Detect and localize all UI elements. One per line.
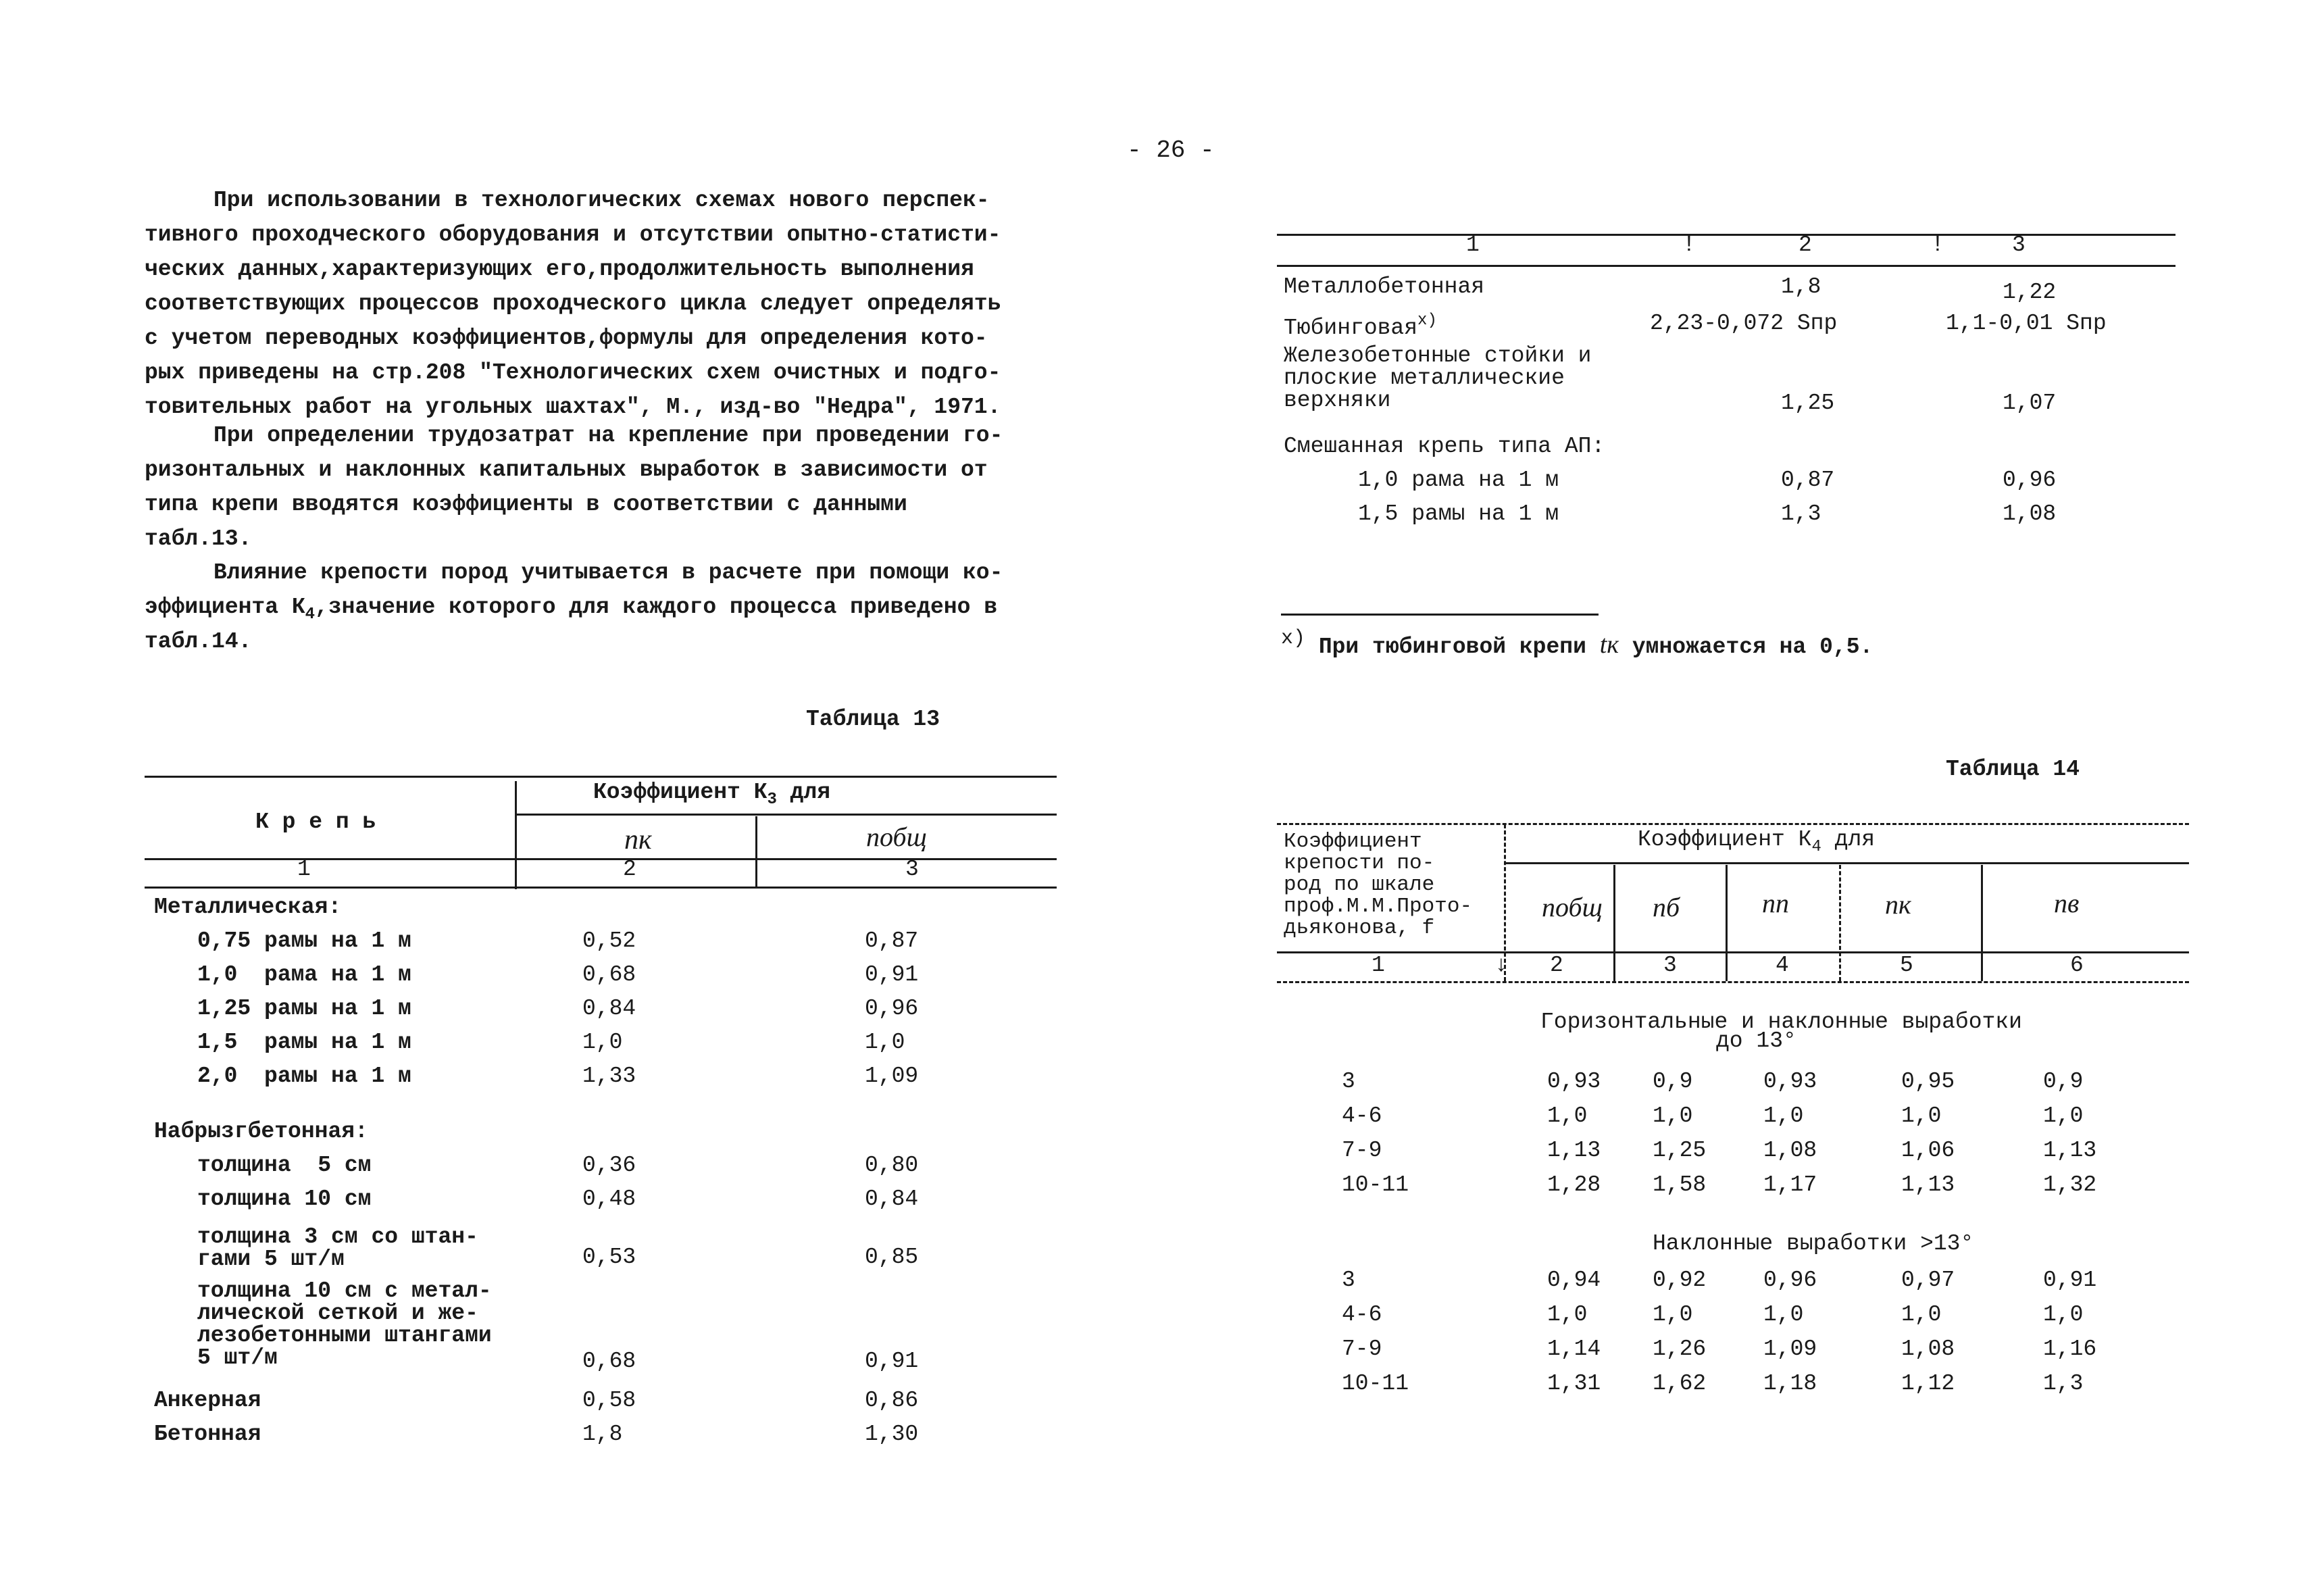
table13-cell-nobsh: 1,09 <box>865 1064 919 1089</box>
table13-cell-nobsh: 1,30 <box>865 1422 919 1447</box>
table13-cell-nk: 0,53 <box>582 1245 636 1270</box>
table13-row-label: 0,75 рамы на 1 м <box>197 928 411 953</box>
table14-cell: 1,0 <box>1547 1302 1588 1327</box>
table14-cell: 1,17 <box>1763 1172 1817 1197</box>
table13-cell-nobsh: 1,0 <box>865 1030 905 1055</box>
t13cont-number-rule <box>1277 265 2175 267</box>
table14-coef-rule <box>1505 862 2189 864</box>
table13-colnum-3: 3 <box>905 857 919 882</box>
table13-cell-nk: 0,36 <box>582 1153 636 1178</box>
table13-row-label: толщина 3 см со штан- гами 5 шт/м <box>197 1224 478 1272</box>
table14-cell: 0,93 <box>1547 1069 1601 1094</box>
table13-row-label: Анкерная <box>154 1388 261 1413</box>
table13-cell-nk: 0,68 <box>582 962 636 987</box>
table14-cell: 0,95 <box>1901 1069 1955 1094</box>
table14-cell: 0,91 <box>2043 1268 2097 1293</box>
table14-row-f: 7-9 <box>1342 1138 1382 1163</box>
table13-cell-nk: 0,58 <box>582 1388 636 1413</box>
table14-header-first: Коэффициент крепости по- род по шкале проф.М.М.Прото- дьяконова, f <box>1284 830 1473 940</box>
t13cont-row-mixed-2: 1,5 рамы на 1 м <box>1358 501 1559 526</box>
table14-cell: 1,0 <box>1763 1302 1804 1327</box>
table13-header-coef: Коэффициент $К_3$ для <box>593 780 831 809</box>
paragraph-line: тивного проходческого оборудования и отсутствии опытно-статисти- <box>145 222 1001 247</box>
paragraph-line: рых приведены на стр.208 "Технологических схем очистных и подго- <box>145 360 1001 385</box>
table13-cell-nk: 0,68 <box>582 1349 636 1374</box>
table14-col-nk: nк <box>1885 889 1911 920</box>
table14-cell: 0,9 <box>2043 1069 2084 1094</box>
table14-colnum-1: 1 <box>1372 953 1385 978</box>
table13-cell-nk: 1,8 <box>582 1422 623 1447</box>
table14-row-f: 3 <box>1342 1069 1355 1094</box>
table13-row-label: толщина 10 см <box>197 1187 372 1212</box>
table14-row-f: 10-11 <box>1342 1172 1409 1197</box>
table13-row-label: 2,0 рамы на 1 м <box>197 1064 411 1089</box>
table14-caption: Таблица 14 <box>1946 757 2080 782</box>
table14-cell: 1,16 <box>2043 1337 2097 1362</box>
table14-colnum-3: 3 <box>1663 953 1677 978</box>
table13-cell-nobsh: 0,84 <box>865 1187 919 1212</box>
t13cont-colnum-3: 3 <box>2012 232 2026 257</box>
table14-div-5 <box>1981 865 1983 981</box>
table14-cell: 1,08 <box>1901 1337 1955 1362</box>
table14-section1-title: Горизонтальные и наклонные выработки <box>1540 1009 2022 1034</box>
table13-row-label: 1,5 рамы на 1 м <box>197 1030 411 1055</box>
t13cont-sep-1: ! <box>1682 232 1696 257</box>
table14-cell: 1,58 <box>1653 1172 1707 1197</box>
table14-cell: 1,08 <box>1763 1138 1817 1163</box>
table13-colnum-1: 1 <box>297 857 311 882</box>
table13-cell-nobsh: 0,85 <box>865 1245 919 1270</box>
table13-cell-nk: 0,84 <box>582 996 636 1021</box>
t13cont-row-metallobeton-c2: 1,8 <box>1781 274 1821 299</box>
table14-cell: 1,3 <box>2043 1371 2084 1396</box>
table14-cell: 1,28 <box>1547 1172 1601 1197</box>
paragraph-line: типа крепи вводятся коэффициенты в соответствии с данными <box>145 492 907 517</box>
table14-col-nb: nб <box>1653 892 1680 922</box>
table13-row-label: 1,0 рама на 1 м <box>197 962 411 987</box>
paragraph-line: ческих данных,характеризующих его,продолжительность выполнения <box>145 257 974 282</box>
t13cont-row-mixed-2-c3: 1,08 <box>2003 501 2057 526</box>
table14-cell: 1,32 <box>2043 1172 2097 1197</box>
t13cont-row-metallobeton-c3: 1,22 <box>2003 280 2057 305</box>
table14-cell: 1,18 <box>1763 1371 1817 1396</box>
table14-col-np: nп <box>1762 888 1789 918</box>
table13-coef-rule <box>516 814 1057 816</box>
intro-paragraph-3-line3: табл.14. <box>145 629 252 654</box>
table13-number-rule-top <box>145 858 1057 860</box>
paragraph-line: товительных работ на угольных шахтах", М., изд-во "Недра", 1971. <box>145 395 1001 420</box>
table14-row-f: 4-6 <box>1342 1103 1382 1128</box>
table13-cell-nobsh: 0,86 <box>865 1388 919 1413</box>
intro-paragraph-3-line2: эффициента $К_4,значение$ которого для каждого процесса приведено в <box>145 595 998 624</box>
table14-cell: 1,0 <box>1653 1302 1693 1327</box>
table14-cell: 0,92 <box>1653 1268 1707 1293</box>
table14-row-f: 3 <box>1342 1268 1355 1293</box>
t13cont-row-tubing-c2: 2,23-0,072 Sпр <box>1650 311 1838 336</box>
table14-cell: 1,25 <box>1653 1138 1707 1163</box>
table14-cell: 0,94 <box>1547 1268 1601 1293</box>
table13-row-label: Металлическая: <box>154 895 342 920</box>
table14-arrow-icon: ↓ <box>1494 953 1508 978</box>
t13cont-colnum-1: 1 <box>1466 232 1480 257</box>
table13-cell-nk: 1,33 <box>582 1064 636 1089</box>
t13cont-row-tubing-c3: 1,1-0,01 Sпр <box>1946 311 2107 336</box>
table13-row-label: Набрызгбетонная: <box>154 1119 368 1144</box>
table14-cell: 1,13 <box>2043 1138 2097 1163</box>
table14-cell: 1,13 <box>1901 1172 1955 1197</box>
t13cont-row-mixed-1-c2: 0,87 <box>1781 468 1835 493</box>
table14-cell: 0,9 <box>1653 1069 1693 1094</box>
table13-caption: Таблица 13 <box>806 707 940 732</box>
paragraph-line: ризонтальных и наклонных капитальных выработок в зависимости от <box>145 457 988 482</box>
paragraph-line: соответствующих процессов проходческого цикла следует определять <box>145 291 1001 316</box>
table13-cell-nobsh: 0,87 <box>865 928 919 953</box>
table14-header-coef: Коэффициент $К_4$ для <box>1638 827 1876 856</box>
table13-cell-nobsh: 0,96 <box>865 996 919 1021</box>
table14-cell: 0,96 <box>1763 1268 1817 1293</box>
table14-section1-title2: до 13° <box>1716 1028 1796 1053</box>
paragraph-line: с учетом переводных коэффициентов,формулы для определения кото- <box>145 326 988 351</box>
table14-section2-title: Наклонные выработки >13° <box>1653 1231 1974 1256</box>
t13cont-row-metallobeton: Металлобетонная <box>1284 274 1485 299</box>
table13-cell-nk: 1,0 <box>582 1030 623 1055</box>
table13-cell-nk: 0,52 <box>582 928 636 953</box>
table14-div-2 <box>1613 865 1615 981</box>
table14-cell: 1,12 <box>1901 1371 1955 1396</box>
table14-colnum-4: 4 <box>1776 953 1789 978</box>
table14-cell: 1,62 <box>1653 1371 1707 1396</box>
paragraph-line: При определении трудозатрат на крепление при проведении го- <box>213 423 1003 448</box>
table13-row-label: 1,25 рамы на 1 м <box>197 996 411 1021</box>
table13-subheader-divider <box>755 816 757 887</box>
table14-cell: 0,93 <box>1763 1069 1817 1094</box>
table14-cell: 1,13 <box>1547 1138 1601 1163</box>
table14-cell: 1,26 <box>1653 1337 1707 1362</box>
t13cont-row-zhelezobeton-c3: 1,07 <box>2003 391 2057 416</box>
table14-cell: 1,0 <box>1901 1302 1942 1327</box>
t13cont-top-rule <box>1277 234 2175 236</box>
t13cont-row-mixed: Смешанная крепь типа АП: <box>1284 434 1605 459</box>
t13cont-colnum-2: 2 <box>1799 232 1812 257</box>
table13-cell-nobsh: 0,91 <box>865 1349 919 1374</box>
table13-cell-nobsh: 0,80 <box>865 1153 919 1178</box>
table14-col-nv: nв <box>2054 888 2080 918</box>
table14-cell: 1,0 <box>2043 1103 2084 1128</box>
table14-colnum-2: 2 <box>1550 953 1563 978</box>
table14-div-3 <box>1726 865 1728 981</box>
table13-row-label: Бетонная <box>154 1422 261 1447</box>
table14-number-rule-bottom <box>1277 981 2189 983</box>
t13cont-row-zhelezobeton-c2: 1,25 <box>1781 391 1835 416</box>
table14-cell: 1,14 <box>1547 1337 1601 1362</box>
table14-col-nobsh: nобщ <box>1542 892 1603 922</box>
t13cont-row-mixed-2-c2: 1,3 <box>1781 501 1821 526</box>
table14-cell: 1,06 <box>1901 1138 1955 1163</box>
table13-header-divider <box>515 781 517 889</box>
page-number: - 26 - <box>1127 136 1215 164</box>
table14-cell: 1,0 <box>2043 1302 2084 1327</box>
t13cont-sep-2: ! <box>1931 232 1944 257</box>
table14-cell: 1,0 <box>1547 1103 1588 1128</box>
t13cont-row-mixed-1-c3: 0,96 <box>2003 468 2057 493</box>
paragraph-line: табл.13. <box>145 526 252 551</box>
table13-col-nk: nк <box>624 824 652 855</box>
table14-cell: 1,0 <box>1901 1103 1942 1128</box>
table14-number-rule-top <box>1277 951 2189 953</box>
table14-cell: 1,0 <box>1653 1103 1693 1128</box>
table14-row-f: 10-11 <box>1342 1371 1409 1396</box>
footnote-rule <box>1281 614 1599 616</box>
table13-colnum-2: 2 <box>623 857 636 882</box>
table14-colnum-6: 6 <box>2070 953 2084 978</box>
table14-cell: 1,31 <box>1547 1371 1601 1396</box>
t13cont-row-mixed-1: 1,0 рама на 1 м <box>1358 468 1559 493</box>
table13-number-rule-bottom <box>145 887 1057 889</box>
table13-row-label: толщина 10 см с метал- лической сеткой и же- лезобетонными штангами 5 шт/м <box>197 1278 492 1370</box>
table14-row-f: 4-6 <box>1342 1302 1382 1327</box>
table14-row-f: 7-9 <box>1342 1337 1382 1362</box>
table14-colnum-5: 5 <box>1900 953 1913 978</box>
table14-cell: 0,97 <box>1901 1268 1955 1293</box>
table13-header-krep: К р е п ь <box>255 809 376 834</box>
table13-col-nobsh: nобщ <box>866 822 927 852</box>
footnote: $^{x)}$ При тюбинговой крепи tк умножается на 0,5. <box>1281 627 1873 659</box>
table13-row-label: толщина 5 см <box>197 1153 372 1178</box>
t13cont-row-zhelezobeton: Железобетонные стойки и плоские металлические верхняки <box>1284 343 1592 413</box>
intro-paragraph-3-line1: Влияние крепости пород учитывается в расчете при помощи ко- <box>213 560 1003 585</box>
paragraph-line: При использовании в технологических схемах нового перспек- <box>213 188 990 213</box>
table14-cell: 1,09 <box>1763 1337 1817 1362</box>
table13-cell-nk: 0,48 <box>582 1187 636 1212</box>
table14-div-4 <box>1839 865 1841 981</box>
t13cont-row-tubing: Тюбинговая$^{x)}$ <box>1284 311 1437 341</box>
table13-cell-nobsh: 0,91 <box>865 962 919 987</box>
table14-cell: 1,0 <box>1763 1103 1804 1128</box>
